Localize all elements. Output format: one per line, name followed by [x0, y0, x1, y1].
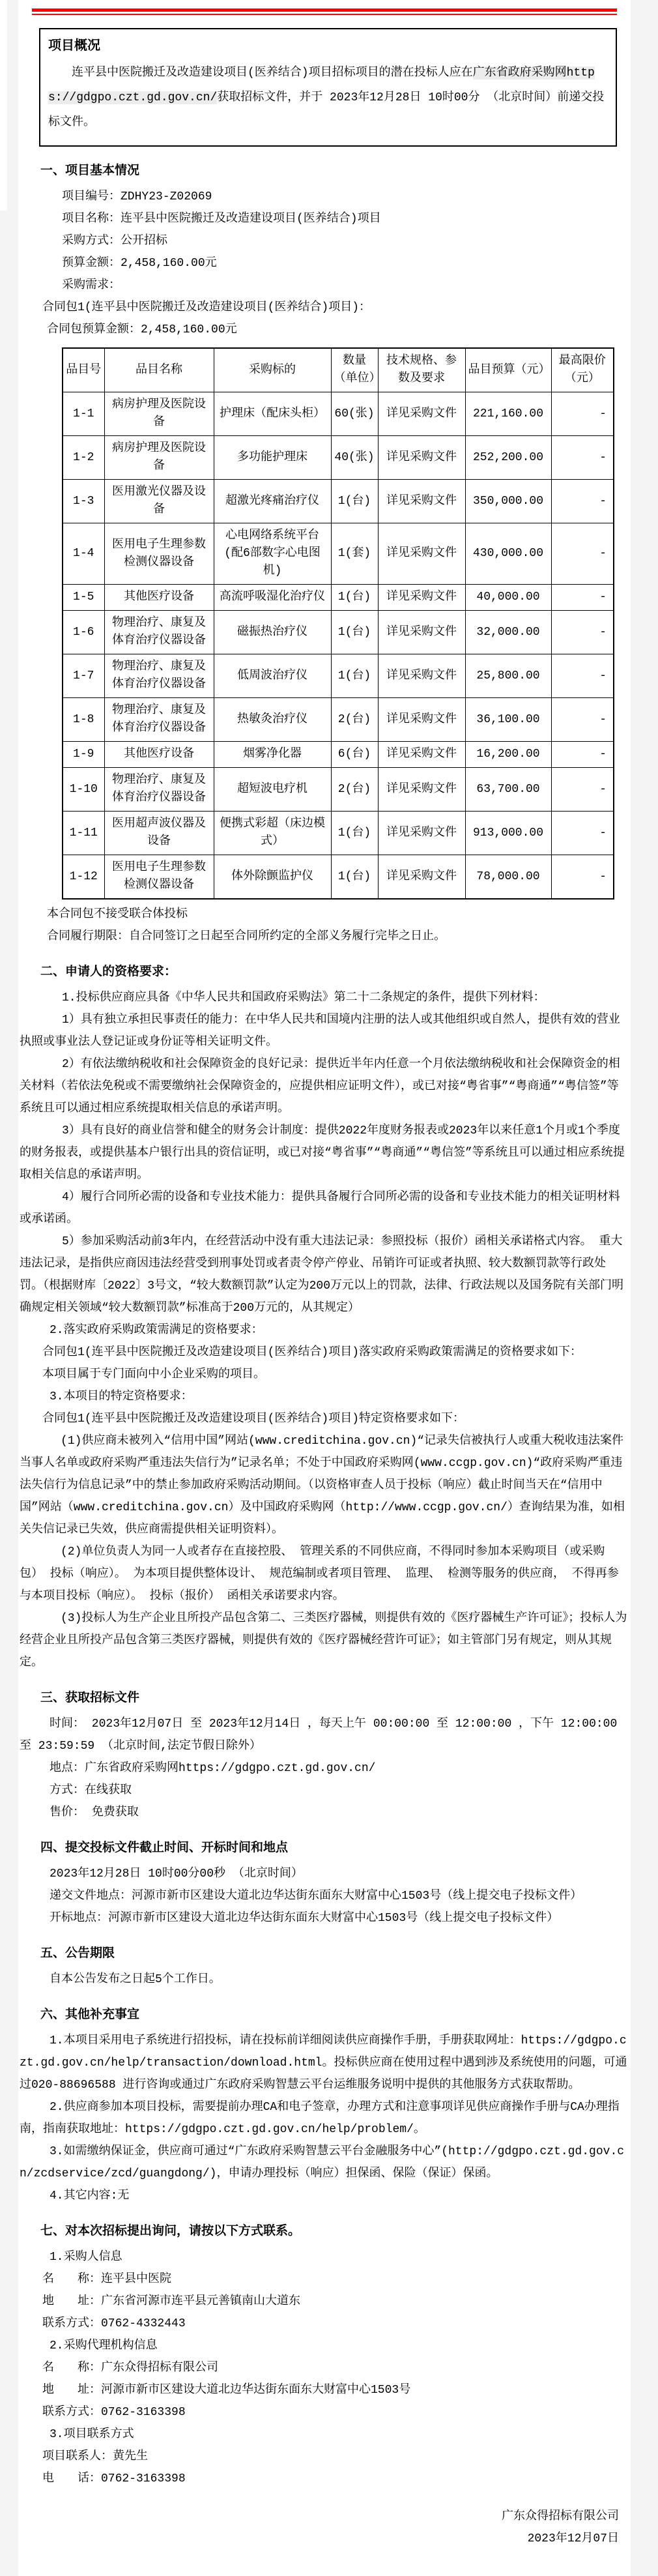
cell-qty: 1(台)	[331, 585, 378, 611]
signature-block	[18, 2506, 631, 2550]
cell-qty: 1(台)	[331, 480, 378, 523]
col-header-budget: 品目预算（元）	[465, 348, 551, 392]
cell-qty: 1(台)	[331, 611, 378, 654]
qualification-para: 本项目属于专门面向中小企业采购的项目。	[42, 1368, 265, 1381]
table-row	[63, 436, 614, 480]
no-consortium-line: 本合同包不接受联合体投标	[47, 908, 188, 921]
cell-qty: 1(台)	[331, 654, 378, 698]
cell-qty: 1(套)	[331, 523, 378, 585]
qualification-para: 3.本项目的特定资格要求：	[50, 1390, 193, 1403]
cell-spec: 详见采购文件	[378, 480, 465, 523]
qualification-para: (1)供应商未被列入“信用中国”网站(www.creditchina.gov.cn)“记录失信被执行人或重大税收违法案件当事人名单或政府采购严重违法失信行为”记录名单；不处于中国政府采购网(www.ccgp.gov.cn)“政府采购严重违法失信行为信息记录”中的禁止参加政府采购活动期间。（以资格审查人员于投标（响应）截止时间当天在“信用中国”网站（www.creditchina.gov.cn）及中国政府采购网（http://www.ccgp.gov.cn/）查询结果为准，如相关失信记录已失效，供应商需提供相关证明资料）。	[20, 1435, 625, 1536]
cell-spec: 详见采购文件	[378, 523, 465, 585]
cell-spec: 详见采购文件	[378, 585, 465, 611]
overview-paragraph	[48, 61, 608, 135]
col-header-cap: 最高限价（元）	[551, 348, 614, 392]
project-name-line: 项目名称：连平县中医院搬迁及改造建设项目(医养结合)项目	[62, 212, 381, 226]
table-row	[63, 855, 614, 900]
cell-item: 心电网络系统平台(配6部数字心电图机)	[214, 523, 331, 585]
cell-qty: 40(张)	[331, 436, 378, 480]
cell-budget: 63,700.00	[465, 768, 551, 812]
qualification-para: 3）具有良好的商业信誉和健全的财务会计制度：提供2022年度财务报表或2023年以来任意1个月或1个季度的财务报表，或提供基本户银行出具的资信证明，或已对接“粤省事”“粤商通”“粤信签”等系统且可以通过相应系统提取相关信息的承诺声明。	[20, 1124, 625, 1182]
qualification-para: 2.落实政府采购政策需满足的资格要求：	[50, 1324, 263, 1337]
cell-category: 医用超声波仪器及设备	[104, 812, 214, 855]
cell-item: 烟雾净化器	[214, 742, 331, 768]
cell-item: 护理床（配床头柜）	[214, 392, 331, 436]
qualification-para: 5）参加采购活动前3年内，在经营活动中没有重大违法记录：参照投标（报价）函相关承诺格式内容。 重大违法记录，是指供应商因违法经营受到刑事处罚或者责令停产停业、吊销许可证或者执照、较大数额罚款等行政处罚。（根据财库〔2022〕3号文，“较大数额罚款”认定为200万元以上的罚款，法律、行政法规以及国务院有关部门明确规定相关领域“较大数额罚款”标准高于200万元的，从其规定）	[20, 1235, 624, 1315]
cell-no: 1-9	[63, 742, 104, 768]
project-number-line: 项目编号：ZDHY23-Z02069	[62, 190, 212, 203]
project-overview-box	[39, 28, 617, 147]
table-row	[63, 585, 614, 611]
cell-no: 1-1	[63, 392, 104, 436]
cell-no: 1-12	[63, 855, 104, 900]
cell-item: 热敏灸治疗仪	[214, 698, 331, 742]
section5-heading: 五、公告期限	[40, 1946, 115, 1961]
col-header-spec: 技术规格、参数及要求	[378, 348, 465, 392]
cell-budget: 32,000.00	[465, 611, 551, 654]
header-red-rule-thick	[32, 8, 617, 12]
table-row	[63, 812, 614, 855]
qualification-para: 1）具有独立承担民事责任的能力：在中华人民共和国境内注册的法人或其他组织或自然人，提供有效的营业执照或事业法人登记证或身份证等相关证明文件。	[20, 1014, 620, 1049]
scrollbar-thumb[interactable]	[0, 0, 7, 211]
cell-no: 1-11	[63, 812, 104, 855]
cell-spec: 详见采购文件	[378, 812, 465, 855]
cell-cap: -	[551, 855, 614, 900]
cell-cap: -	[551, 436, 614, 480]
cell-category: 其他医疗设备	[104, 585, 214, 611]
cell-cap: -	[551, 768, 614, 812]
cell-cap: -	[551, 611, 614, 654]
qualification-para: 合同包1(连平县中医院搬迁及改造建设项目(医养结合)项目)特定资格要求如下：	[42, 1412, 465, 1426]
buyer-info-title: 1.采购人信息	[50, 2251, 122, 2264]
section3-heading: 三、获取招标文件	[40, 1691, 140, 1705]
cell-category: 物理治疗、康复及体育治疗仪器设备	[104, 611, 214, 654]
cell-budget: 221,160.00	[465, 392, 551, 436]
cell-spec: 详见采购文件	[378, 436, 465, 480]
cell-qty: 60(张)	[331, 392, 378, 436]
table-row	[63, 611, 614, 654]
deadline-line: 2023年12月28日 10时00分00秒 （北京时间）	[50, 1867, 303, 1881]
table-row	[63, 698, 614, 742]
cell-budget: 430,000.00	[465, 523, 551, 585]
col-header-item-no: 品目号	[63, 348, 104, 392]
document-page	[18, 0, 631, 2576]
col-header-item-name: 品目名称	[104, 348, 214, 392]
section-deadline-opening	[18, 1837, 631, 1929]
cell-spec: 详见采购文件	[378, 742, 465, 768]
header-red-rule-thin	[32, 14, 617, 15]
cell-cap: -	[551, 812, 614, 855]
qualification-para: (2)单位负责人为同一人或者存在直接控股、 管理关系的不同供应商，不得同时参加本采购项目（或采购包） 投标（响应）。 为本项目提供整体设计、 规范编制或者项目管理、 监理、 检测等服务的供应商， 不得再参与本项目投标（响应）。 投标（报价） 函相关承诺要求内容。	[20, 1545, 619, 1603]
section-supplementary	[18, 2004, 631, 2207]
cell-cap: -	[551, 392, 614, 436]
section7-heading: 七、对本次招标提出询问，请按以下方式联系。	[40, 2224, 301, 2238]
cell-item: 多功能护理床	[214, 436, 331, 480]
cell-no: 1-3	[63, 480, 104, 523]
cell-category: 病房护理及医院设备	[104, 392, 214, 436]
cell-no: 1-5	[63, 585, 104, 611]
table-row	[63, 768, 614, 812]
cell-spec: 详见采购文件	[378, 768, 465, 812]
cell-cap: -	[551, 480, 614, 523]
cell-no: 1-4	[63, 523, 104, 585]
section-announcement-period	[18, 1942, 631, 1991]
cell-budget: 25,800.00	[465, 654, 551, 698]
section-qualification	[18, 961, 631, 1674]
cell-item: 超短波电疗机	[214, 768, 331, 812]
buyer-phone-line: 联系方式：0762-4332443	[42, 2317, 186, 2330]
cell-cap: -	[551, 698, 614, 742]
cell-no: 1-7	[63, 654, 104, 698]
cell-budget: 913,000.00	[465, 812, 551, 855]
announcement-period-line: 自本公告发布之日起5个工作日。	[50, 1973, 221, 1986]
qualification-para: 2）有依法缴纳税收和社会保障资金的良好记录：提供近半年内任意一个月依法缴纳税收和社会保障资金的相关材料（若依法免税或不需要缴纳社会保障资金的，应提供相应证明文件），或已对接“粤省事”“粤商通”“粤信签”等系统且可以通过相应系统提取相关信息的承诺声明。	[20, 1058, 620, 1115]
cell-item: 便携式彩超（床边模式）	[214, 812, 331, 855]
buyer-address-line: 地 址：广东省河源市连平县元善镇南山大道东	[42, 2295, 300, 2308]
cell-item: 磁振热治疗仪	[214, 611, 331, 654]
project-contact-person-line: 项目联系人：黄先生	[42, 2450, 148, 2463]
supplementary-para: 3.如需缴纳保证金，供应商可通过“广东政府采购智慧云平台金融服务中心”(http://gdgpo.czt.gd.gov.cn/zcdservice/zcd/guangdong/)，申请办理投标（响应）担保函、保险（保证）保函。	[20, 2145, 625, 2180]
cell-spec: 详见采购文件	[378, 611, 465, 654]
cell-category: 医用激光仪器及设备	[104, 480, 214, 523]
cell-item: 低周波治疗仪	[214, 654, 331, 698]
contract-package-line: 合同包1(连平县中医院搬迁及改造建设项目(医养结合)项目)：	[42, 301, 371, 314]
procurement-demand-line: 采购需求：	[62, 279, 121, 292]
section4-heading: 四、提交投标文件截止时间、开标时间和地点	[40, 1841, 289, 1855]
budget-amount-line: 预算金额：2,458,160.00元	[62, 257, 217, 270]
qualification-para: 1.投标供应商应具备《中华人民共和国政府采购法》第二十二条规定的条件，提供下列材料：	[62, 991, 545, 1004]
signature-company: 广东众得招标有限公司	[502, 2510, 619, 2523]
agent-name-line: 名 称：广东众得招标有限公司	[42, 2362, 218, 2375]
procurement-method-line: 采购方式：公开招标	[62, 235, 167, 248]
overview-text-suffix: 获取招标文件，并于 2023年12月28日 10时00分 （北京时间）前递交投标文件。	[48, 91, 605, 129]
cell-category: 物理治疗、康复及体育治疗仪器设备	[104, 768, 214, 812]
items-table	[62, 347, 614, 900]
cell-cap: -	[551, 523, 614, 585]
cell-category: 医用电子生理参数检测仪器设备	[104, 855, 214, 900]
table-row	[63, 654, 614, 698]
table-row	[63, 480, 614, 523]
supplementary-para: 2.供应商参加本项目投标，需要提前办理CA和电子签章，办理方式和注意事项详见供应商操作手册与CA办理指南，指南获取地址：https://gdgpo.czt.gd.gov.cn/help/problem/。	[20, 2101, 620, 2136]
agent-phone-line: 联系方式：0762-3163398	[42, 2406, 186, 2419]
obtain-time-line: 时间： 2023年12月07日 至 2023年12月14日 ，每天上午 00:00:00 至 12:00:00 ，下午 12:00:00 至 23:59:59 （北京时间,法定节假日除外）	[20, 1718, 618, 1753]
qualification-para: (3)投标人为生产企业且所投产品包含第二、三类医疗器械，则提供有效的《医疗器械生产许可证》；投标人为经营企业且所投产品包含第三类医疗器械，则提供有效的《医疗器械经营许可证》；如主管部门另有规定，则从其规定。	[20, 1612, 627, 1669]
contract-package-budget-line: 合同包预算金额：2,458,160.00元	[47, 323, 237, 336]
cell-category: 其他医疗设备	[104, 742, 214, 768]
cell-spec: 详见采购文件	[378, 698, 465, 742]
table-row	[63, 523, 614, 585]
col-header-subject: 采购标的	[214, 348, 331, 392]
obtain-place-line: 地点：广东省政府采购网https://gdgpo.czt.gd.gov.cn/	[50, 1762, 376, 1775]
project-contact-phone-line: 电 话：0762-3163398	[42, 2472, 186, 2485]
obtain-method-line: 方式：在线获取	[50, 1784, 132, 1797]
section6-heading: 六、其他补充事宜	[40, 2008, 140, 2022]
cell-spec: 详见采购文件	[378, 855, 465, 900]
agent-info-title: 2.采购代理机构信息	[50, 2339, 158, 2352]
procurement-site-link-text[interactable]: 广东省政府采购网https://gdgpo.czt.gd.gov.cn/	[48, 66, 595, 104]
cell-item: 超激光疼痛治疗仪	[214, 480, 331, 523]
cell-qty: 2(台)	[331, 768, 378, 812]
cell-qty: 1(台)	[331, 812, 378, 855]
section-obtain-documents	[18, 1687, 631, 1824]
opening-place-line: 开标地点：河源市新市区建设大道北边华达街东面东大财富中心1503号（线上提交电子投标文件）	[50, 1912, 559, 1925]
cell-item: 体外除颤监护仪	[214, 855, 331, 900]
table-header-row	[63, 348, 614, 392]
cell-category: 物理治疗、康复及体育治疗仪器设备	[104, 654, 214, 698]
qualification-para: 4）履行合同所必需的设备和专业技术能力：提供具备履行合同所必需的设备和专业技术能力的相关证明材料或承诺函。	[20, 1191, 620, 1226]
cell-budget: 350,000.00	[465, 480, 551, 523]
cell-budget: 36,100.00	[465, 698, 551, 742]
col-header-qty: 数量（单位）	[331, 348, 378, 392]
supplementary-para: 1.本项目采用电子系统进行招投标，请在投标前详细阅读供应商操作手册，手册获取网址：https://gdgpo.czt.gd.gov.cn/help/transaction/download.html。投标供应商在使用过程中遇到涉及系统使用的问题，可通过020-88696588 进行咨询或通过广东政府采购智慧云平台运维服务说明中提供的其他服务方式获取帮助。	[20, 2034, 627, 2092]
cell-no: 1-10	[63, 768, 104, 812]
section-basic-info	[18, 160, 631, 948]
submit-place-line: 递交文件地点：河源市新市区建设大道北边华达街东面东大财富中心1503号（线上提交电子投标文件）	[50, 1890, 582, 1903]
qualification-para: 合同包1(连平县中医院搬迁及改造建设项目(医养结合)项目)落实政府采购政策需满足的资格要求如下：	[42, 1346, 582, 1359]
supplementary-para: 4.其它内容:无	[50, 2189, 130, 2203]
cell-category: 医用电子生理参数检测仪器设备	[104, 523, 214, 585]
cell-category: 物理治疗、康复及体育治疗仪器设备	[104, 698, 214, 742]
cell-no: 1-6	[63, 611, 104, 654]
cell-qty: 2(台)	[331, 698, 378, 742]
overview-text-prefix: 连平县中医院搬迁及改造建设项目(医养结合)项目招标项目的潜在投标人应在	[72, 66, 473, 80]
cell-budget: 40,000.00	[465, 585, 551, 611]
cell-cap: -	[551, 585, 614, 611]
cell-spec: 详见采购文件	[378, 392, 465, 436]
section-contacts	[18, 2220, 631, 2490]
cell-budget: 16,200.00	[465, 742, 551, 768]
obtain-price-line: 售价： 免费获取	[50, 1806, 139, 1819]
contract-term-line: 合同履行期限：自合同签订之日起至合同所约定的全部义务履行完毕之日止。	[47, 930, 446, 943]
cell-no: 1-2	[63, 436, 104, 480]
cell-qty: 6(台)	[331, 742, 378, 768]
cell-spec: 详见采购文件	[378, 654, 465, 698]
cell-cap: -	[551, 742, 614, 768]
agent-address-line: 地 址：河源市新市区建设大道北边华达街东面东大财富中心1503号	[42, 2384, 411, 2397]
buyer-name-line: 名 称：连平县中医院	[42, 2273, 171, 2286]
cell-no: 1-8	[63, 698, 104, 742]
cell-item: 高流呼吸湿化治疗仪	[214, 585, 331, 611]
section2-heading: 二、申请人的资格要求：	[40, 965, 177, 979]
cell-budget: 78,000.00	[465, 855, 551, 900]
cell-cap: -	[551, 654, 614, 698]
cell-category: 病房护理及医院设备	[104, 436, 214, 480]
table-row	[63, 742, 614, 768]
section1-heading: 一、项目基本情况	[40, 164, 140, 178]
cell-qty: 1(台)	[331, 855, 378, 900]
project-contact-title: 3.项目联系方式	[50, 2428, 134, 2441]
signature-date: 2023年12月07日	[527, 2532, 619, 2545]
overview-title: 项目概况	[48, 39, 100, 54]
cell-budget: 252,200.00	[465, 436, 551, 480]
table-row	[63, 392, 614, 436]
